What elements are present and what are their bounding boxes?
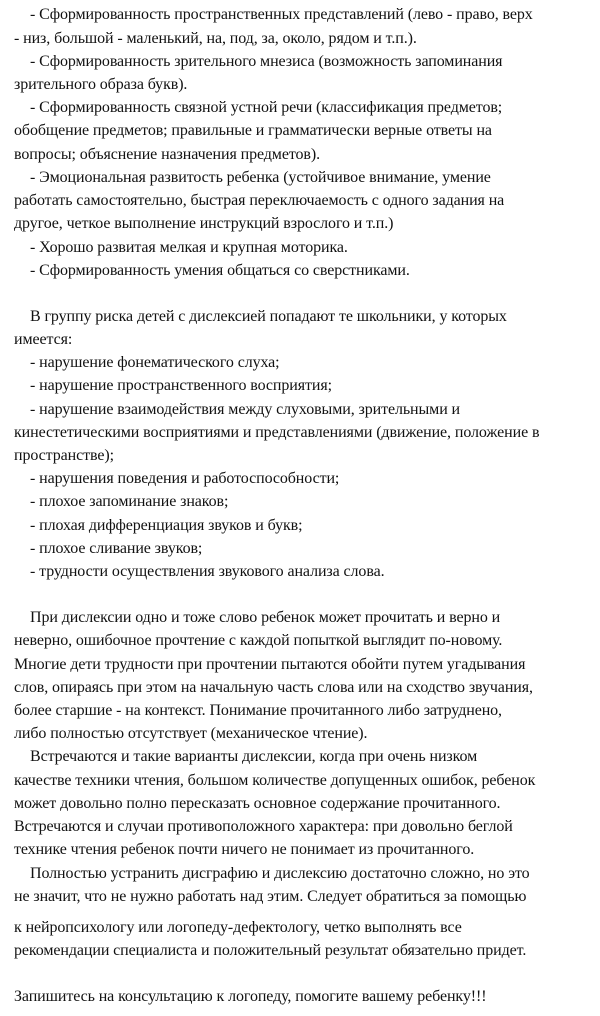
text-line: вопросы; объяснение назначения предметов). bbox=[14, 146, 320, 163]
text-line: - плохое запоминание знаков; bbox=[30, 493, 229, 510]
text-line: к нейропсихологу или логопеду-дефектологу, четко выполнять все bbox=[14, 919, 462, 936]
text-line: - Сформированность умения общаться со сверстниками. bbox=[30, 262, 410, 279]
text-line: - Эмоциональная развитость ребенка (устойчивое внимание, умение bbox=[30, 169, 491, 186]
text-line: зрительного образа букв). bbox=[14, 76, 188, 93]
text-line: - нарушение фонематического слуха; bbox=[30, 354, 280, 371]
closing-call-to-action: Запишитесь на консультацию к логопеду, помогите вашему ребенку!!! bbox=[14, 988, 487, 1005]
text-line: - трудности осуществления звукового анализа слова. bbox=[30, 563, 385, 580]
text-line: Многие дети трудности при прочтении пытаются обойти путем угадывания bbox=[14, 656, 526, 673]
text-line: Встречаются и такие варианты дислексии, когда при очень низком bbox=[30, 748, 478, 765]
text-line: - Хорошо развитая мелкая и крупная моторика. bbox=[30, 239, 348, 256]
text-line: может довольно полно пересказать основное содержание прочитанного. bbox=[14, 795, 501, 812]
text-line: - нарушение пространственного восприятия; bbox=[30, 377, 332, 394]
text-line: работать самостоятельно, быстрая переключаемость с одного задания на bbox=[14, 192, 505, 209]
text-line: качестве техники чтения, большом количестве допущенных ошибок, ребенок bbox=[14, 772, 536, 789]
text-line: При дислексии одно и тоже слово ребенок может прочитать и верно и bbox=[30, 609, 501, 626]
text-line: - Сформированность зрительного мнезиса (возможность запоминания bbox=[30, 53, 503, 70]
text-line: имеется: bbox=[14, 331, 73, 348]
text-line: рекомендации специалиста и положительный результат обязательно придет. bbox=[14, 942, 527, 959]
text-line: более старшие - на контекст. Понимание прочитанного либо затруднено, bbox=[14, 702, 502, 719]
text-line: - плохое сливание звуков; bbox=[30, 540, 203, 557]
text-line: - Сформированность пространственных представлений (лево - право, верх bbox=[30, 6, 533, 23]
text-line: либо полностью отсутствует (механическое чтение). bbox=[14, 725, 368, 742]
text-line: - Сформированность связной устной речи (классификация предметов; bbox=[30, 99, 503, 116]
text-line: неверно, ошибочное прочтение с каждой попыткой выглядит по-новому. bbox=[14, 632, 503, 649]
text-line: технике чтения ребенок почти ничего не понимает из прочитанного. bbox=[14, 841, 475, 858]
text-line: - нарушение взаимодействия между слуховыми, зрительными и bbox=[30, 401, 461, 418]
text-line: пространстве); bbox=[14, 447, 114, 464]
text-line: другое, четкое выполнение инструкций взрослого и т.п.) bbox=[14, 215, 394, 232]
text-line: - плохая дифференциация звуков и букв; bbox=[30, 517, 303, 534]
text-line: - нарушения поведения и работоспособности; bbox=[30, 470, 340, 487]
text-line: Полностью устранить дисграфию и дислексию достаточно сложно, но это bbox=[30, 865, 530, 882]
text-line: Встречаются и случаи противоположного характера: при довольно беглой bbox=[14, 818, 513, 835]
text-line: слов, опираясь при этом на начальную часть слова или на сходство звучания, bbox=[14, 679, 533, 696]
text-line: кинестетическими восприятиями и представлениями (движение, положение в bbox=[14, 424, 540, 441]
text-line: - низ, большой - маленький, на, под, за, около, рядом и т.п.). bbox=[14, 30, 417, 47]
text-line: не значит, что не нужно работать над этим. Следует обратиться за помощью bbox=[14, 888, 527, 905]
text-line: В группу риска детей с дислексией попадают те школьники, у которых bbox=[30, 308, 507, 325]
text-line: обобщение предметов; правильные и грамматически верные ответы на bbox=[14, 122, 492, 139]
